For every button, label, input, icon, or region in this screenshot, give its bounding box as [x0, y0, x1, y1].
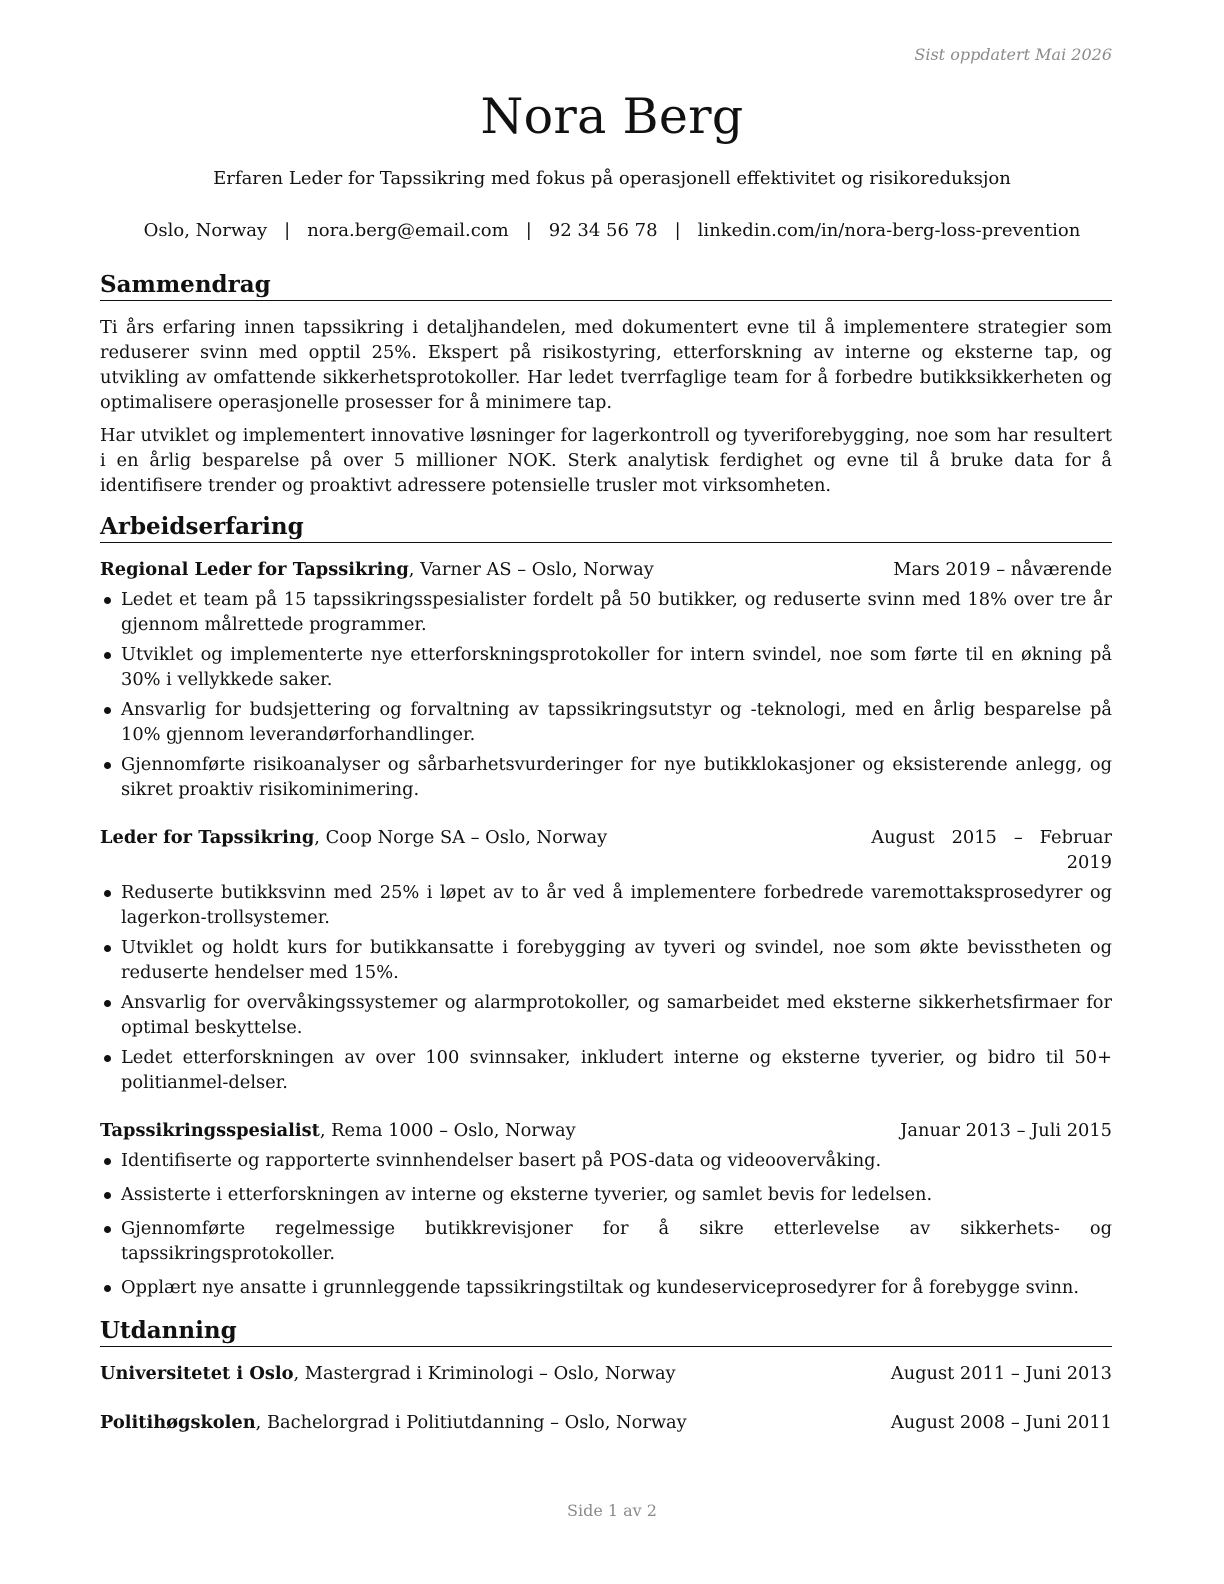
job-bullet: Gjennomførte regelmessige butikkrevisjoner for å sikre etterlevelse av sikkerhets- og tapssikringsprotokoller.	[100, 1216, 1112, 1266]
job-bullet: Utviklet og implementerte nye etterforskningsprotokoller for intern svindel, noe som førte til en økning på 30% i vellykkede saker.	[100, 642, 1112, 692]
section-title-education: Utdanning	[100, 1316, 1112, 1347]
job-dates: Mars 2019 – nåværende	[893, 559, 1112, 580]
job-org: , Rema 1000 – Oslo, Norway	[319, 1120, 576, 1141]
job-role: Tapssikringsspesialist	[100, 1120, 320, 1141]
person-name: Nora Berg	[480, 88, 744, 145]
resume-body	[100, 270, 1112, 1435]
job-bullet: Assisterte i etterforskningen av interne og eksterne tyverier, og samlet bevis for ledelsen.	[100, 1182, 1112, 1207]
tagline: Erfaren Leder for Tapssikring med fokus på operasjonell effektivitet og risikoreduksjon	[213, 168, 1011, 189]
contact-location: Oslo, Norway	[143, 220, 268, 241]
last-updated: Sist oppdatert Mai 2026	[914, 45, 1112, 64]
job-header	[100, 557, 1112, 582]
job-role: Leder for Tapssikring	[100, 827, 315, 848]
job-dates	[871, 825, 1112, 875]
job-bullet: Ledet etterforskningen av over 100 svinnsaker, inkludert interne og eksterne tyverier, og bidro til 50+ politianmel-delser.	[100, 1045, 1112, 1095]
section-title-summary: Sammendrag	[100, 270, 1112, 301]
job-dates-line: 2019	[1066, 852, 1112, 873]
job-bullet: Ansvarlig for overvåkingssystemer og alarmprotokoller, og samarbeidet med eksterne sikkerhetsfirmaer for optimal beskyttelse.	[100, 990, 1112, 1040]
contact-separator: |	[674, 220, 681, 241]
contact-linkedin[interactable]: linkedin.com/in/nora-berg-loss-prevention	[697, 220, 1081, 241]
summary-paragraph: Ti års erfaring innen tapssikring i detaljhandelen, med dokumentert evne til å implementere strategier som reduserer svinn med opptil 25%. Ekspert på risikostyring, etterforskning av interne og eksterne tap, og utvikling av omfattende sikkerhetsprotokoller. Har ledet tverrfaglige team for å forbedre butikksikkerheten og optimalisere operasjonelle prosesser for å minimere tap.	[100, 317, 1112, 413]
job-bullet: Ansvarlig for budsjettering og forvaltning av tapssikringsutstyr og -teknologi, med en årlig besparelse på 10% gjennom leverandørforhandlinger.	[100, 697, 1112, 747]
contact-separator: |	[525, 220, 532, 241]
job-entry	[100, 825, 1112, 1095]
job-entry	[100, 557, 1112, 802]
contact-phone[interactable]: 92 34 56 78	[548, 220, 658, 241]
job-dates-line: August 2015 – Februar	[871, 827, 1112, 848]
summary-paragraph: Har utviklet og implementert innovative løsninger for lagerkontroll og tyveriforebygging, noe som har resultert i en årlig besparelse på over 5 millioner NOK. Sterk analytisk ferdighet og evne til å bruke data for å identifisere trender og proaktivt adressere potensielle trusler mot virksomheten.	[100, 425, 1112, 496]
job-bullet: Opplært nye ansatte i grunnleggende tapssikringstiltak og kundeserviceprosedyrer for å forebygge svinn.	[100, 1275, 1112, 1300]
job-bullet: Ledet et team på 15 tapssikringsspesialister fordelt på 50 butikker, og reduserte svinn med 18% over tre år gjennom målrettede programmer.	[100, 587, 1112, 637]
education-dates: August 2008 – Juni 2011	[890, 1412, 1112, 1433]
education-school: Politihøgskolen	[100, 1412, 256, 1433]
contact-email[interactable]: nora.berg@email.com	[307, 220, 509, 241]
job-bullet: Utviklet og holdt kurs for butikkansatte i forebygging av tyveri og svindel, noe som økte bevisstheten og reduserte hendelser med 15%.	[100, 935, 1112, 985]
job-header	[100, 1118, 1112, 1143]
job-entry	[100, 1118, 1112, 1300]
page-number: Side 1 av 2	[567, 1501, 657, 1520]
education-entry	[100, 1361, 1112, 1386]
education-entry	[100, 1410, 1112, 1435]
job-bullet: Gjennomførte risikoanalyser og sårbarhetsvurderinger for nye butikklokasjoner og eksisterende anlegg, og sikret proaktiv risikominimering.	[100, 752, 1112, 802]
job-dates: Januar 2013 – Juli 2015	[900, 1120, 1112, 1141]
education-detail: , Mastergrad i Kriminologi – Oslo, Norway	[293, 1363, 676, 1384]
job-bullet: Reduserte butikksvinn med 25% i løpet av to år ved å implementere forbedrede varemottaksprosedyrer og lagerkon-trollsystemer.	[100, 880, 1112, 930]
education-dates: August 2011 – Juni 2013	[890, 1363, 1112, 1384]
section-title-experience: Arbeidserfaring	[100, 512, 1112, 543]
contact-separator: |	[284, 220, 291, 241]
job-org: , Coop Norge SA – Oslo, Norway	[314, 827, 608, 848]
education-detail: , Bachelorgrad i Politiutdanning – Oslo, Norway	[255, 1412, 687, 1433]
education-school: Universitetet i Oslo	[100, 1363, 294, 1384]
contact-line	[0, 220, 1224, 241]
job-role: Regional Leder for Tapssikring	[100, 559, 409, 580]
job-bullet: Identifiserte og rapporterte svinnhendelser basert på POS-data og videoovervåking.	[100, 1148, 1112, 1173]
job-header	[100, 825, 1112, 875]
job-org: , Varner AS – Oslo, Norway	[408, 559, 654, 580]
